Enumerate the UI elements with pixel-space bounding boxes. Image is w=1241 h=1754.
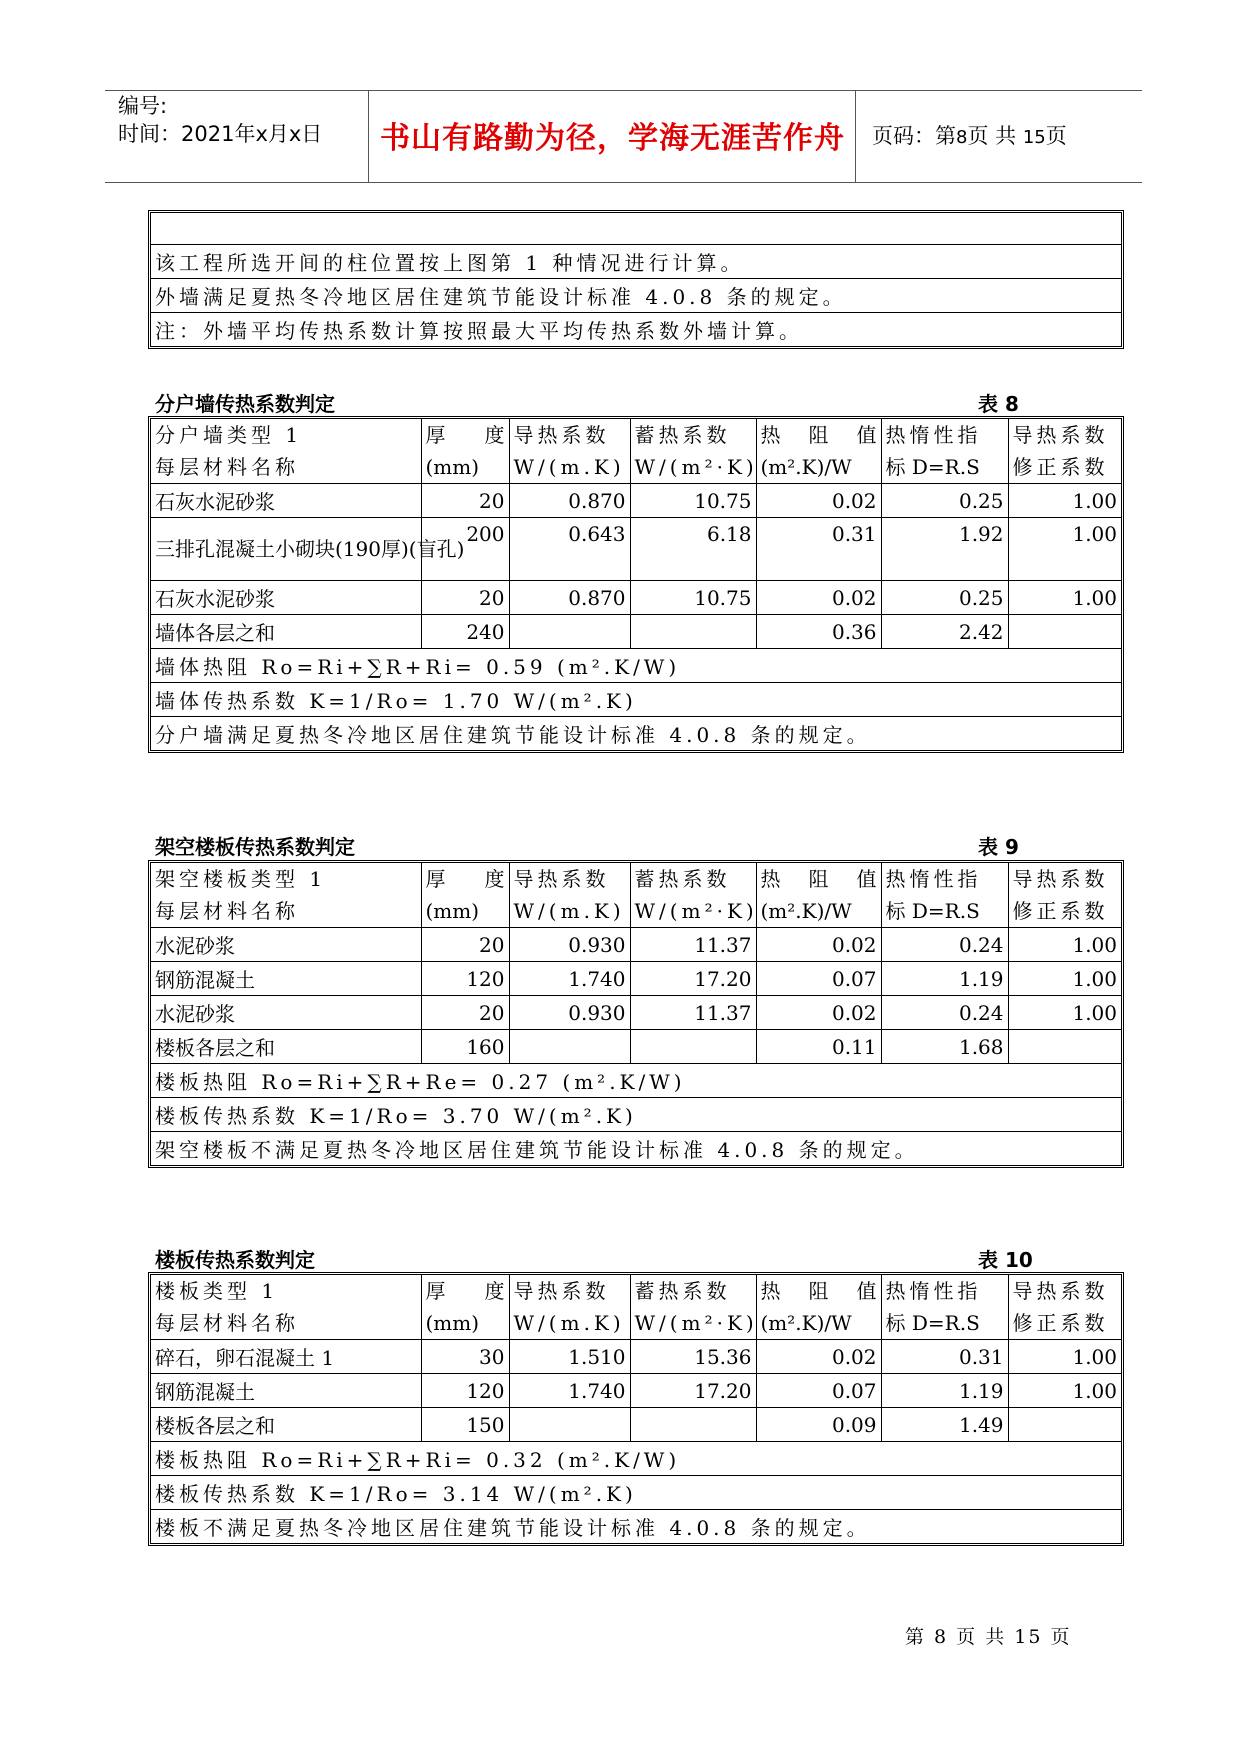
page-prefix: 页码：第 [872, 124, 956, 148]
header-bottom-rule [105, 182, 1142, 183]
storage-header: 蓄热系数 W/(m²·K) [630, 863, 756, 928]
resistance-header: 热 阻 值 (m².K)/W [756, 419, 881, 484]
table-row [151, 581, 1121, 615]
header-divider-left [368, 90, 369, 182]
number-label: 编号: [118, 94, 168, 118]
material-name: 水泥砂浆 [151, 928, 421, 962]
type-header: 架空楼板类型 1 每层材料名称 [151, 863, 421, 928]
thickness-cell: 120 [421, 962, 509, 996]
thickness-cell: 150 [421, 1408, 509, 1442]
header-motto: 书山有路勤为径，学海无涯苦作舟 [380, 121, 845, 156]
resistance-cell: 0.02 [756, 484, 881, 518]
conductivity-cell: 0.870 [509, 484, 630, 518]
conductivity-cell [509, 1030, 630, 1064]
conductivity-cell: 0.930 [509, 996, 630, 1030]
conductivity-cell: 0.643 [509, 518, 630, 581]
storage-cell [630, 1408, 756, 1442]
table8-title: 分户墙传热系数判定 [155, 392, 335, 416]
correction-header: 导热系数 修正系数 [1008, 863, 1121, 928]
summary-conclusion: 楼板不满足夏热冬冷地区居住建筑节能设计标准 4.0.8 条的规定。 [151, 1510, 1121, 1544]
table10-number: 表 10 [978, 1248, 1033, 1272]
material-name: 碎石，卵石混凝土 1 [151, 1340, 421, 1374]
header-top-rule [105, 90, 1142, 91]
conductivity-cell [509, 1408, 630, 1442]
inertia-cell: 1.49 [881, 1408, 1008, 1442]
inertia-cell: 0.25 [881, 581, 1008, 615]
correction-header: 导热系数 修正系数 [1008, 419, 1121, 484]
resistance-cell: 0.09 [756, 1408, 881, 1442]
conductivity-cell: 1.740 [509, 962, 630, 996]
inertia-header: 热惰性指 标 D=R.S [881, 1275, 1008, 1340]
page-footer: 第 8 页 共 15 页 [905, 1626, 1072, 1648]
correction-cell: 1.00 [1008, 996, 1121, 1030]
material-name: 石灰水泥砂浆 [151, 581, 421, 615]
intro-line: 该工程所选开间的柱位置按上图第 1 种情况进行计算。 [151, 245, 1121, 279]
summary-conclusion: 分户墙满足夏热冬冷地区居住建筑节能设计标准 4.0.8 条的规定。 [151, 717, 1121, 751]
inertia-cell: 1.19 [881, 1374, 1008, 1408]
storage-cell: 17.20 [630, 962, 756, 996]
storage-cell: 10.75 [630, 484, 756, 518]
summary-resistance: 楼板热阻 Ro=Ri+∑R+Re= 0.27 (m².K/W) [151, 1064, 1121, 1098]
thickness-cell: 20 [421, 996, 509, 1030]
type-header: 楼板类型 1 每层材料名称 [151, 1275, 421, 1340]
resistance-header: 热 阻 值 (m².K)/W [756, 1275, 881, 1340]
resistance-cell: 0.02 [756, 581, 881, 615]
material-name: 钢筋混凝土 [151, 1374, 421, 1408]
thickness-header: 厚 度 (mm) [421, 1275, 509, 1340]
thickness-cell: 240 [421, 615, 509, 649]
correction-cell: 1.00 [1008, 928, 1121, 962]
correction-cell [1008, 615, 1121, 649]
inertia-cell: 2.42 [881, 615, 1008, 649]
table9-title: 架空楼板传热系数判定 [155, 835, 355, 859]
correction-cell: 1.00 [1008, 581, 1121, 615]
summary-resistance: 墙体热阻 Ro=Ri+∑R+Ri= 0.59 (m².K/W) [151, 649, 1121, 683]
material-name: 三排孔混凝土小砌块(190厚)(盲孔) [151, 518, 421, 581]
page-mid: 页 共 [967, 124, 1017, 148]
conductivity-cell: 1.510 [509, 1340, 630, 1374]
inertia-cell: 0.24 [881, 996, 1008, 1030]
resistance-cell: 0.36 [756, 615, 881, 649]
resistance-cell: 0.02 [756, 1340, 881, 1374]
thickness-cell: 20 [421, 928, 509, 962]
thickness-header: 厚 度 (mm) [421, 863, 509, 928]
intro-line: 注：外墙平均传热系数计算按照最大平均传热系数外墙计算。 [151, 313, 1121, 347]
storage-cell: 11.37 [630, 996, 756, 1030]
header-divider-right [855, 90, 856, 182]
table-row [151, 1340, 1121, 1374]
resistance-header: 热 阻 值 (m².K)/W [756, 863, 881, 928]
inertia-cell: 1.19 [881, 962, 1008, 996]
intro-line [151, 213, 1121, 245]
storage-cell: 10.75 [630, 581, 756, 615]
intro-line: 外墙满足夏热冬冷地区居住建筑节能设计标准 4.0.8 条的规定。 [151, 279, 1121, 313]
correction-cell: 1.00 [1008, 1340, 1121, 1374]
table10-box [148, 1272, 1124, 1546]
table-row [151, 928, 1121, 962]
conductivity-header: 导热系数 W/(m.K) [509, 863, 630, 928]
material-name: 楼板各层之和 [151, 1030, 421, 1064]
table10 [151, 1275, 1121, 1543]
thickness-cell: 20 [421, 581, 509, 615]
summary-conclusion: 架空楼板不满足夏热冬冷地区居住建筑节能设计标准 4.0.8 条的规定。 [151, 1132, 1121, 1166]
inertia-header: 热惰性指 标 D=R.S [881, 419, 1008, 484]
material-name: 石灰水泥砂浆 [151, 484, 421, 518]
time-label: 时间：2021年x月x日 [118, 122, 323, 146]
conductivity-cell [509, 615, 630, 649]
resistance-cell: 0.07 [756, 1374, 881, 1408]
storage-cell [630, 1030, 756, 1064]
thickness-cell: 120 [421, 1374, 509, 1408]
correction-cell: 1.00 [1008, 962, 1121, 996]
table-row-total [151, 615, 1121, 649]
storage-header: 蓄热系数 W/(m²·K) [630, 1275, 756, 1340]
correction-cell: 1.00 [1008, 1374, 1121, 1408]
resistance-cell: 0.02 [756, 996, 881, 1030]
inertia-cell: 0.25 [881, 484, 1008, 518]
correction-cell [1008, 1408, 1121, 1442]
thickness-cell: 30 [421, 1340, 509, 1374]
thickness-cell: 160 [421, 1030, 509, 1064]
table-row-total [151, 1030, 1121, 1064]
resistance-cell: 0.07 [756, 962, 881, 996]
resistance-cell: 0.31 [756, 518, 881, 581]
summary-transfer: 楼板传热系数 K=1/Ro= 3.70 W/(m².K) [151, 1098, 1121, 1132]
storage-cell: 11.37 [630, 928, 756, 962]
summary-transfer: 楼板传热系数 K=1/Ro= 3.14 W/(m².K) [151, 1476, 1121, 1510]
correction-cell [1008, 1030, 1121, 1064]
table8-number: 表 8 [978, 392, 1019, 416]
material-name: 水泥砂浆 [151, 996, 421, 1030]
table9-number: 表 9 [978, 835, 1019, 859]
resistance-cell: 0.02 [756, 928, 881, 962]
type-header: 分户墙类型 1 每层材料名称 [151, 419, 421, 484]
correction-cell: 1.00 [1008, 484, 1121, 518]
material-name: 楼板各层之和 [151, 1408, 421, 1442]
conductivity-header: 导热系数 W/(m.K) [509, 1275, 630, 1340]
table-row [151, 1374, 1121, 1408]
inertia-cell: 0.31 [881, 1340, 1008, 1374]
resistance-cell: 0.11 [756, 1030, 881, 1064]
conductivity-cell: 1.740 [509, 1374, 630, 1408]
thickness-header: 厚 度 (mm) [421, 419, 509, 484]
table-row-total [151, 1408, 1121, 1442]
thickness-cell: 200 [421, 518, 509, 581]
table9 [151, 863, 1121, 1165]
thickness-cell: 20 [421, 484, 509, 518]
conductivity-cell: 0.930 [509, 928, 630, 962]
header-page-number [872, 120, 1067, 150]
summary-resistance: 楼板热阻 Ro=Ri+∑R+Ri= 0.32 (m².K/W) [151, 1442, 1121, 1476]
table9-box [148, 860, 1124, 1168]
header-meta [118, 92, 322, 148]
storage-header: 蓄热系数 W/(m²·K) [630, 419, 756, 484]
material-name: 墙体各层之和 [151, 615, 421, 649]
page-suffix: 页 [1045, 124, 1067, 148]
table8-box [148, 416, 1124, 753]
inertia-header: 热惰性指 标 D=R.S [881, 863, 1008, 928]
storage-cell [630, 615, 756, 649]
inertia-cell: 0.24 [881, 928, 1008, 962]
conductivity-cell: 0.870 [509, 581, 630, 615]
inertia-cell: 1.92 [881, 518, 1008, 581]
storage-cell: 17.20 [630, 1374, 756, 1408]
conductivity-header: 导热系数 W/(m.K) [509, 419, 630, 484]
table-row [151, 518, 1121, 581]
summary-transfer: 墙体传热系数 K=1/Ro= 1.70 W/(m².K) [151, 683, 1121, 717]
table-row [151, 962, 1121, 996]
page-current: 8 [956, 127, 968, 148]
storage-cell: 15.36 [630, 1340, 756, 1374]
correction-cell: 1.00 [1008, 518, 1121, 581]
table10-title: 楼板传热系数判定 [155, 1248, 315, 1272]
page-total: 15 [1022, 127, 1046, 148]
inertia-cell: 1.68 [881, 1030, 1008, 1064]
table-row [151, 996, 1121, 1030]
intro-box [148, 210, 1124, 349]
material-name: 钢筋混凝土 [151, 962, 421, 996]
table8 [151, 419, 1121, 750]
table-row [151, 484, 1121, 518]
storage-cell: 6.18 [630, 518, 756, 581]
correction-header: 导热系数 修正系数 [1008, 1275, 1121, 1340]
